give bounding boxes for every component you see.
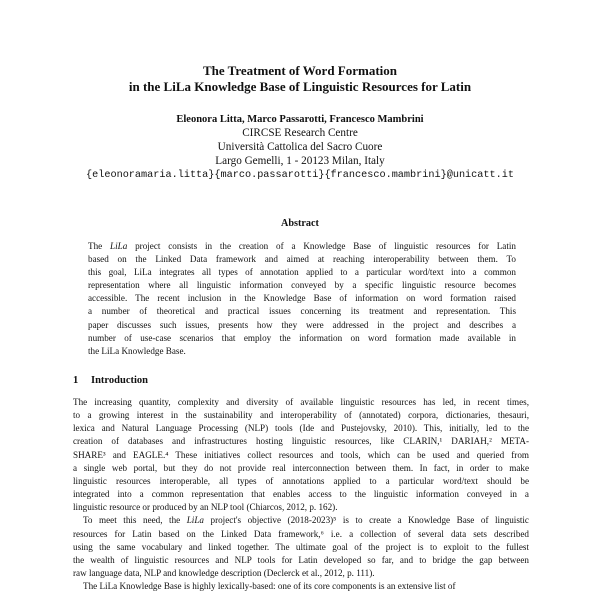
affiliation-centre: CIRCSE Research Centre (242, 127, 358, 139)
body-line: The increasing quantity, complexity and diversity of available linguistic resources has led, in recent times, (73, 397, 529, 407)
body-line: the wealth of linguistic resources and NLP tools for Latin developed so far, and to bridge the gap between (73, 554, 529, 565)
author-emails: {eleonoramaria.litta}{marco.passarotti}{francesco.mambrini}@unicatt.it (86, 170, 514, 181)
section-title: Introduction (91, 375, 148, 386)
abstract-line: The LiLa project consists in the creation of a Knowledge Base of linguistic resources for Latin (88, 241, 516, 251)
abstract-line: representation where all linguistic information conveyed by a specific linguistic resource becomes (88, 280, 516, 291)
body-line: raw language data, NLP and knowledge description (Declerck et al., 2012, p. 111). (73, 568, 375, 579)
affiliation-address: Largo Gemelli, 1 - 20123 Milan, Italy (215, 155, 385, 167)
abstract-text (88, 240, 516, 358)
abstract-line: based on the Linked Data framework and aimed at reaching interoperability between them. To (88, 254, 516, 265)
body-line: lexica and Natural Language Processing (NLP) tools (Ide and Pustejovsky, 2010). This, initially, led to the (73, 423, 529, 434)
abstract-line: paper discusses such issues, presents how they were addressed in the project and describes a (88, 319, 516, 330)
introduction-text (73, 396, 529, 593)
body-line: linguistic resource or produced by an NLP tool (Chiarcos, 2012, p. 162). (73, 502, 338, 513)
abstract-line: number of use-case scenarios that employ the information on word formation made available in (88, 332, 516, 343)
author-list: Eleonora Litta, Marco Passarotti, Francesco Mambrini (176, 114, 424, 125)
section-number: 1 (73, 375, 79, 386)
body-line: creation of databases and infrastructures hosting linguistic resources, like CLARIN,¹ DARIAH,² META- (73, 436, 529, 447)
body-line: to a growing interest in the sustainability and interoperability of (annotated) corpora, dictionaries, thesauri, (73, 410, 529, 421)
body-line: resources for Latin based on the Linked Data framework,⁶ i.e. a collection of several data sets described (73, 528, 529, 539)
body-line: linguistic resources interoperable, all types of annotations applied to a particular word/text should be (73, 475, 529, 486)
body-line: integrated into a common representation that enables access to the linguistic information conveyed in a (73, 489, 529, 500)
affiliation-university: Università Cattolica del Sacro Cuore (217, 141, 383, 153)
paper-title-line-2: in the LiLa Knowledge Base of Linguistic Resources for Latin (128, 79, 472, 94)
project-name: LiLa (110, 241, 128, 251)
body-line: using the same vocabulary and linked together. The ultimate goal of the project is to exploit to the fullest (73, 541, 529, 552)
abstract-line: this goal, LiLa integrates all types of annotation applied to a particular word/text into a common (88, 267, 516, 278)
body-line: SHARE³ and EAGLE.⁴ These initiatives collect resources and tools, which can be used and queried from (73, 449, 529, 460)
body-line: To meet this need, the LiLa project's objective (2018-2023)⁵ is to create a Knowledge Base of linguistic (83, 515, 529, 526)
abstract-line: the LiLa Knowledge Base. (88, 345, 186, 356)
body-line: The LiLa Knowledge Base is highly lexically-based: one of its core components is an extensive list of (83, 581, 456, 592)
body-line: a single web portal, but they do not provide real interconnection between them. In fact, in order to make (73, 462, 529, 473)
abstract-heading: Abstract (281, 218, 319, 229)
project-name: LiLa (186, 515, 204, 526)
abstract-line: accessible. The recent inclusion in the Knowledge Base of information on word formation raised (88, 293, 516, 304)
paper-title-line-1: The Treatment of Word Formation (202, 63, 398, 78)
section-heading (73, 375, 148, 386)
abstract-line: a number of theoretical and practical issues concerning its treatment and representation. This (88, 306, 516, 317)
